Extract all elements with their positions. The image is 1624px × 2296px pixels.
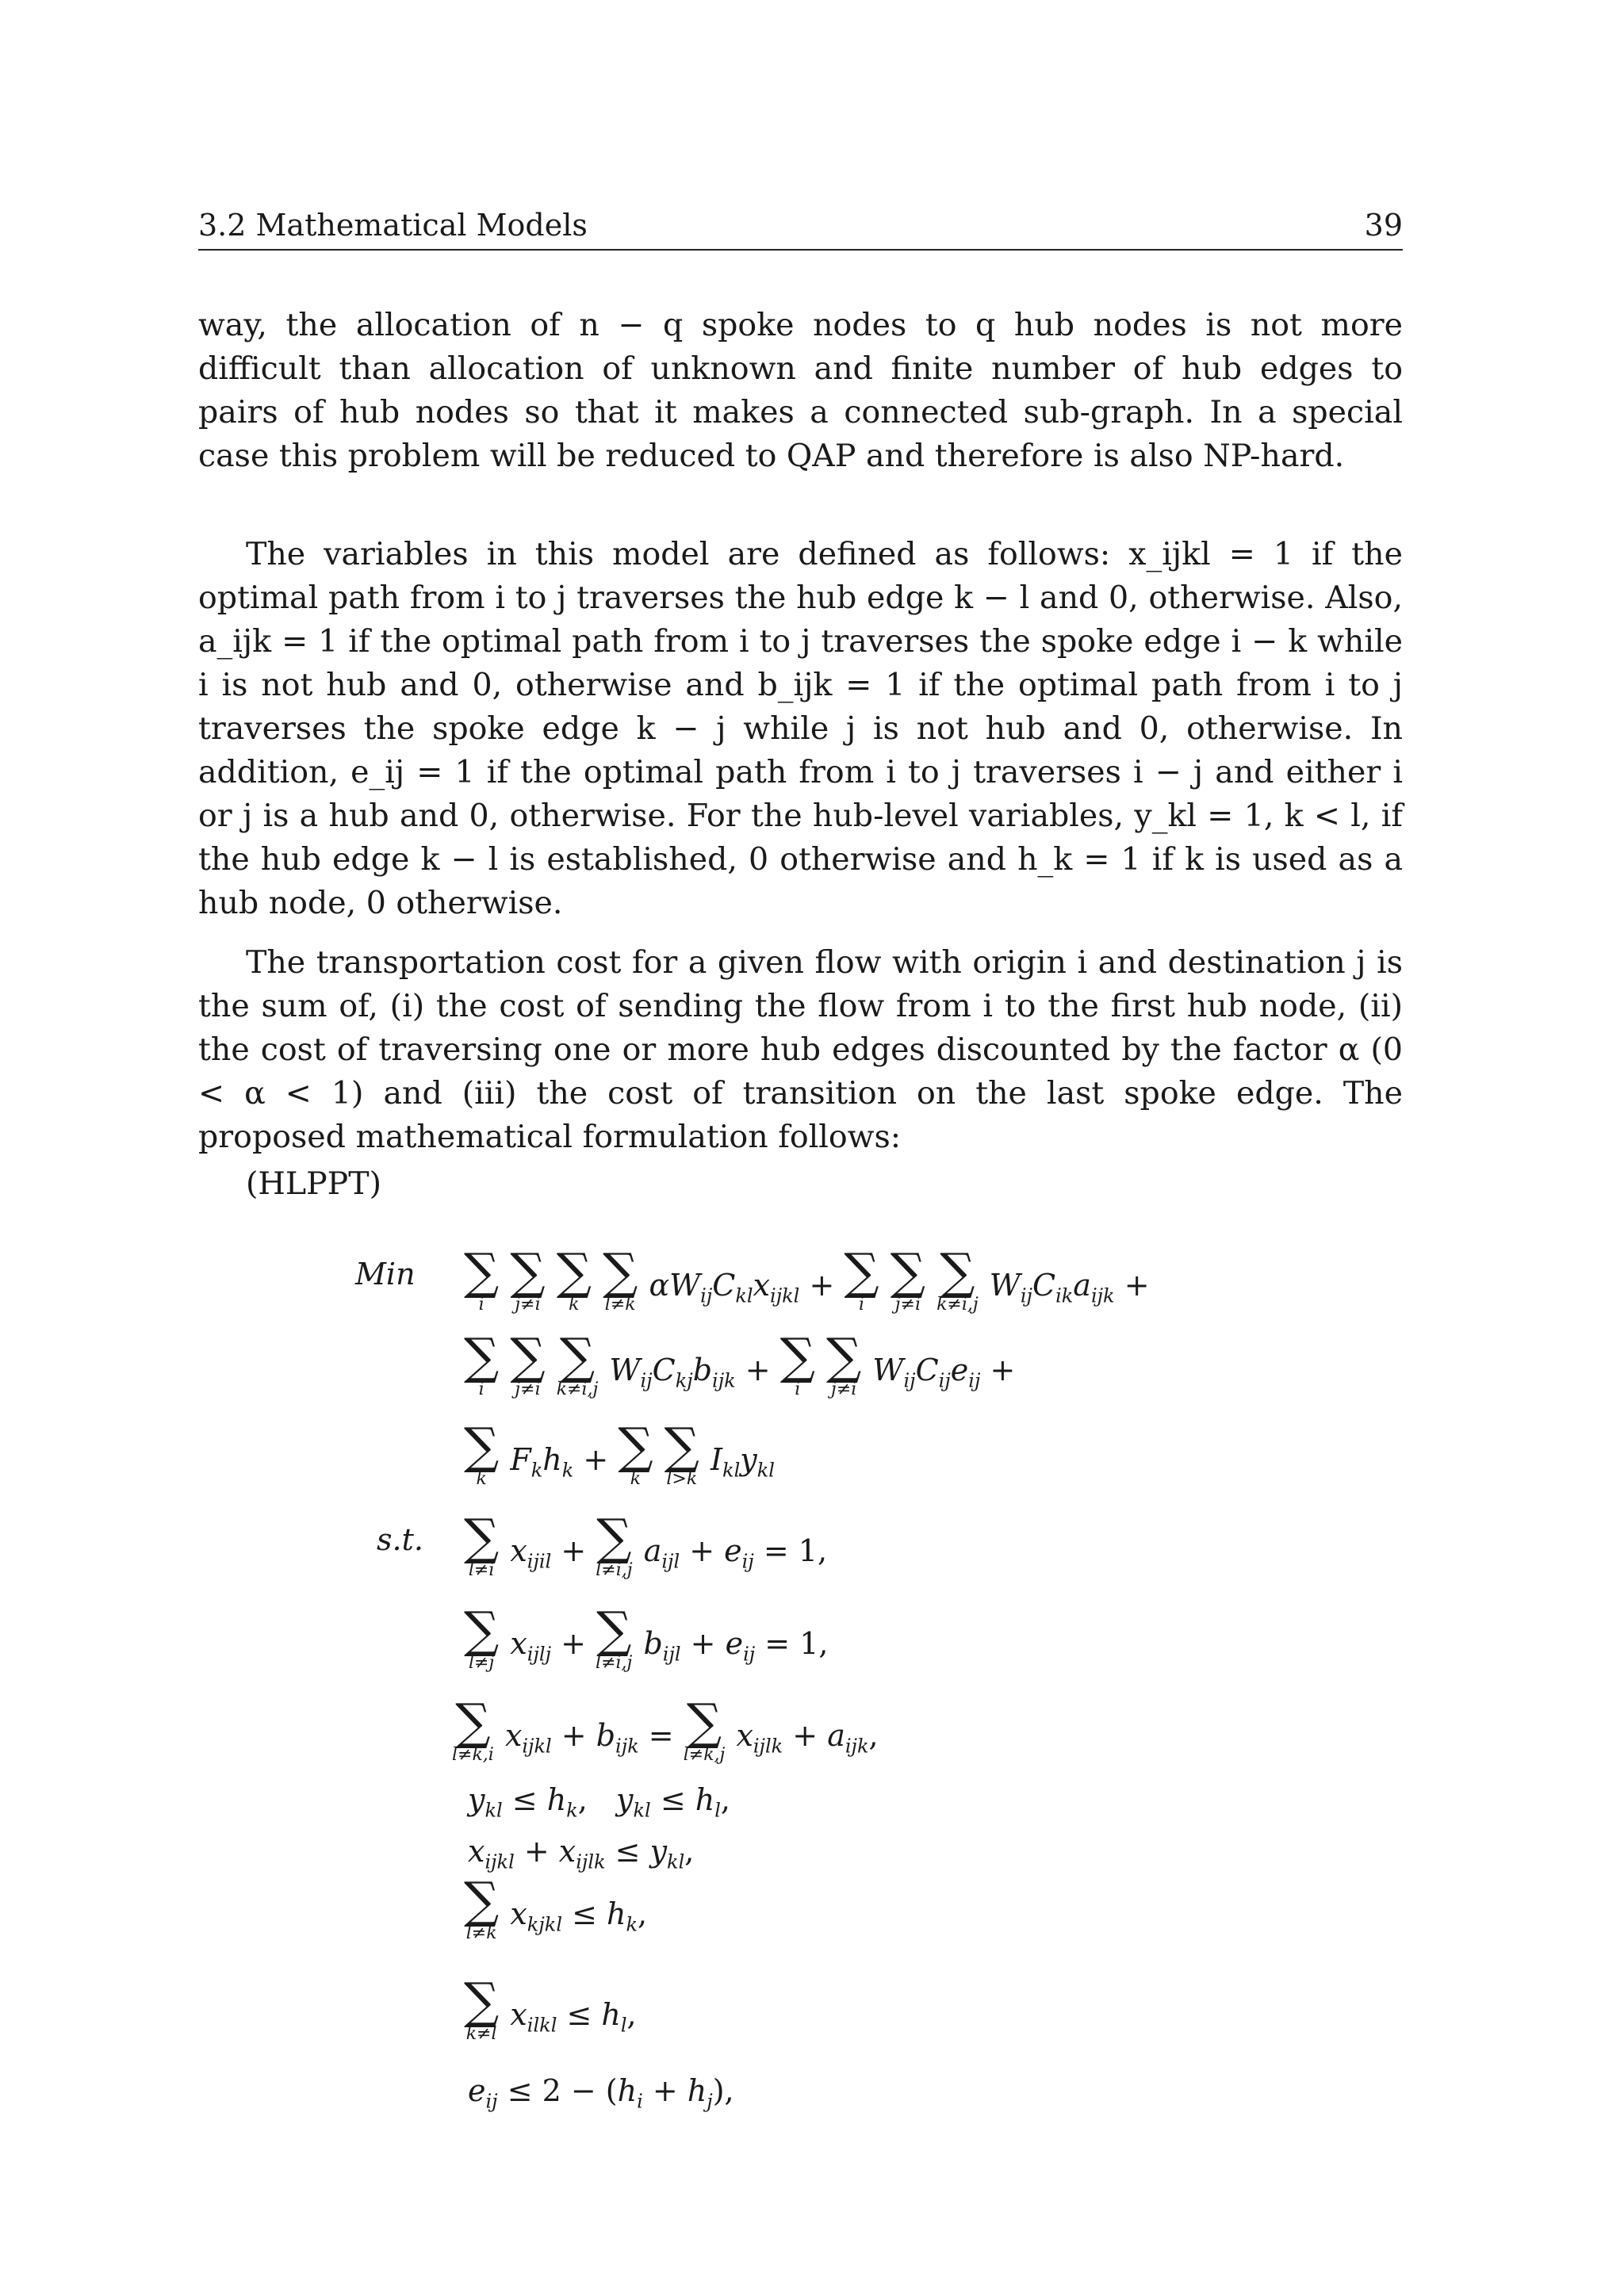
constraint-expr-3-40: $x_{ijkl} + x_{ijlk} \le y_{kl}$, [468, 1834, 695, 1873]
paragraph-1: way, the allocation of n − q spoke nodes to q hub nodes is not more difficult than allocation of unknown and finite number of hub edges to pairs of hub nodes so that it makes a connected sub-graph. In a special case this problem will be reduced to QAP and therefore is also NP-hard. [198, 307, 1403, 474]
constraint-expr-3-41: ∑ l≠k $x_{kjkl} \le h_k$, [464, 1871, 648, 1943]
objective-label: Min [355, 1257, 416, 1292]
constraint-label: s.t. [377, 1522, 423, 1557]
constraint-expr-3-39: $y_{kl} \le h_k$, $y_{kl} \le h_l$, [468, 1782, 730, 1822]
header-rule [198, 249, 1403, 251]
constraint-expr-3-38: ∑ l≠k,i $x_{ijkl} + b_{ijk}$ = ∑ l≠k,j $x_{ijlk} + a_{ijk}$, [452, 1693, 879, 1765]
paragraph-3: The transportation cost for a given flow with origin i and destination j is the sum of, (i) the cost of sending the flow from i to the first hub node, (ii) the cost of traversing one or more hub edges discounted by the factor α (0 < α < 1) and (iii) the cost of transition on the last spoke edge. The proposed mathematical formulation follows: [198, 944, 1403, 1155]
constraint-expr-3-36: ∑ l≠i $x_{ijil}$ + ∑ l≠i,j $a_{ijl} + e_{ij} = 1$, [464, 1508, 828, 1580]
objective-expr-3: ∑ k $F_kh_k$ + ∑ k ∑ l>k $I_{kl}y_{kl}$ [464, 1417, 775, 1489]
running-header-title: 3.2 Mathematical Models [198, 208, 588, 243]
objective-expr-2: ∑ i ∑ j≠i ∑ k≠i,j $W_{ij}C_{kj}b_{ijk}$ + ∑ i ∑ j≠i $W_{ij}C_{ij}e_{ij}$ + [464, 1327, 1016, 1399]
paragraph-2: The variables in this model are defined as follows: x_ijkl = 1 if the optimal path from i to j traverses the hub edge k − l and 0, otherwise. Also, a_ijk = 1 if the optimal path from i to j traverses the spoke edge i − k while i is not hub and 0, otherwise and b_ijk = 1 if the optimal path from i to j traverses the spoke edge k − j while j is not hub and 0, otherwise. In addition, e_ij = 1 if the optimal path from i to j traverses i − j and either i or j is a hub and 0, otherwise. For the hub-level variables, y_kl = 1, k < l, if the hub edge k − l is established, 0 otherwise and h_k = 1 if k is used as a hub node, 0 otherwise. [198, 536, 1403, 921]
objective-expr-1: ∑ i ∑ j≠i ∑ k ∑ l≠k $\alpha W_{ij}C_{kl}x_{ijkl}$ + ∑ i ∑ j≠i ∑ k≠i,j $W_{ij}C_{ik}a_{ijk}$ + [464, 1242, 1150, 1314]
constraint-expr-3-42: ∑ k≠l $x_{ilkl} \le h_l$, [464, 1972, 637, 2044]
constraint-expr-3-37: ∑ l≠j $x_{ijlj}$ + ∑ l≠i,j $b_{ijl} + e_{ij} = 1$, [464, 1601, 829, 1673]
model-name: (HLPPT) [246, 1165, 381, 1202]
constraint-expr-3-43: $e_{ij} \le 2 - (h_i + h_j)$, [468, 2073, 734, 2113]
page-number: 39 [1364, 208, 1403, 243]
